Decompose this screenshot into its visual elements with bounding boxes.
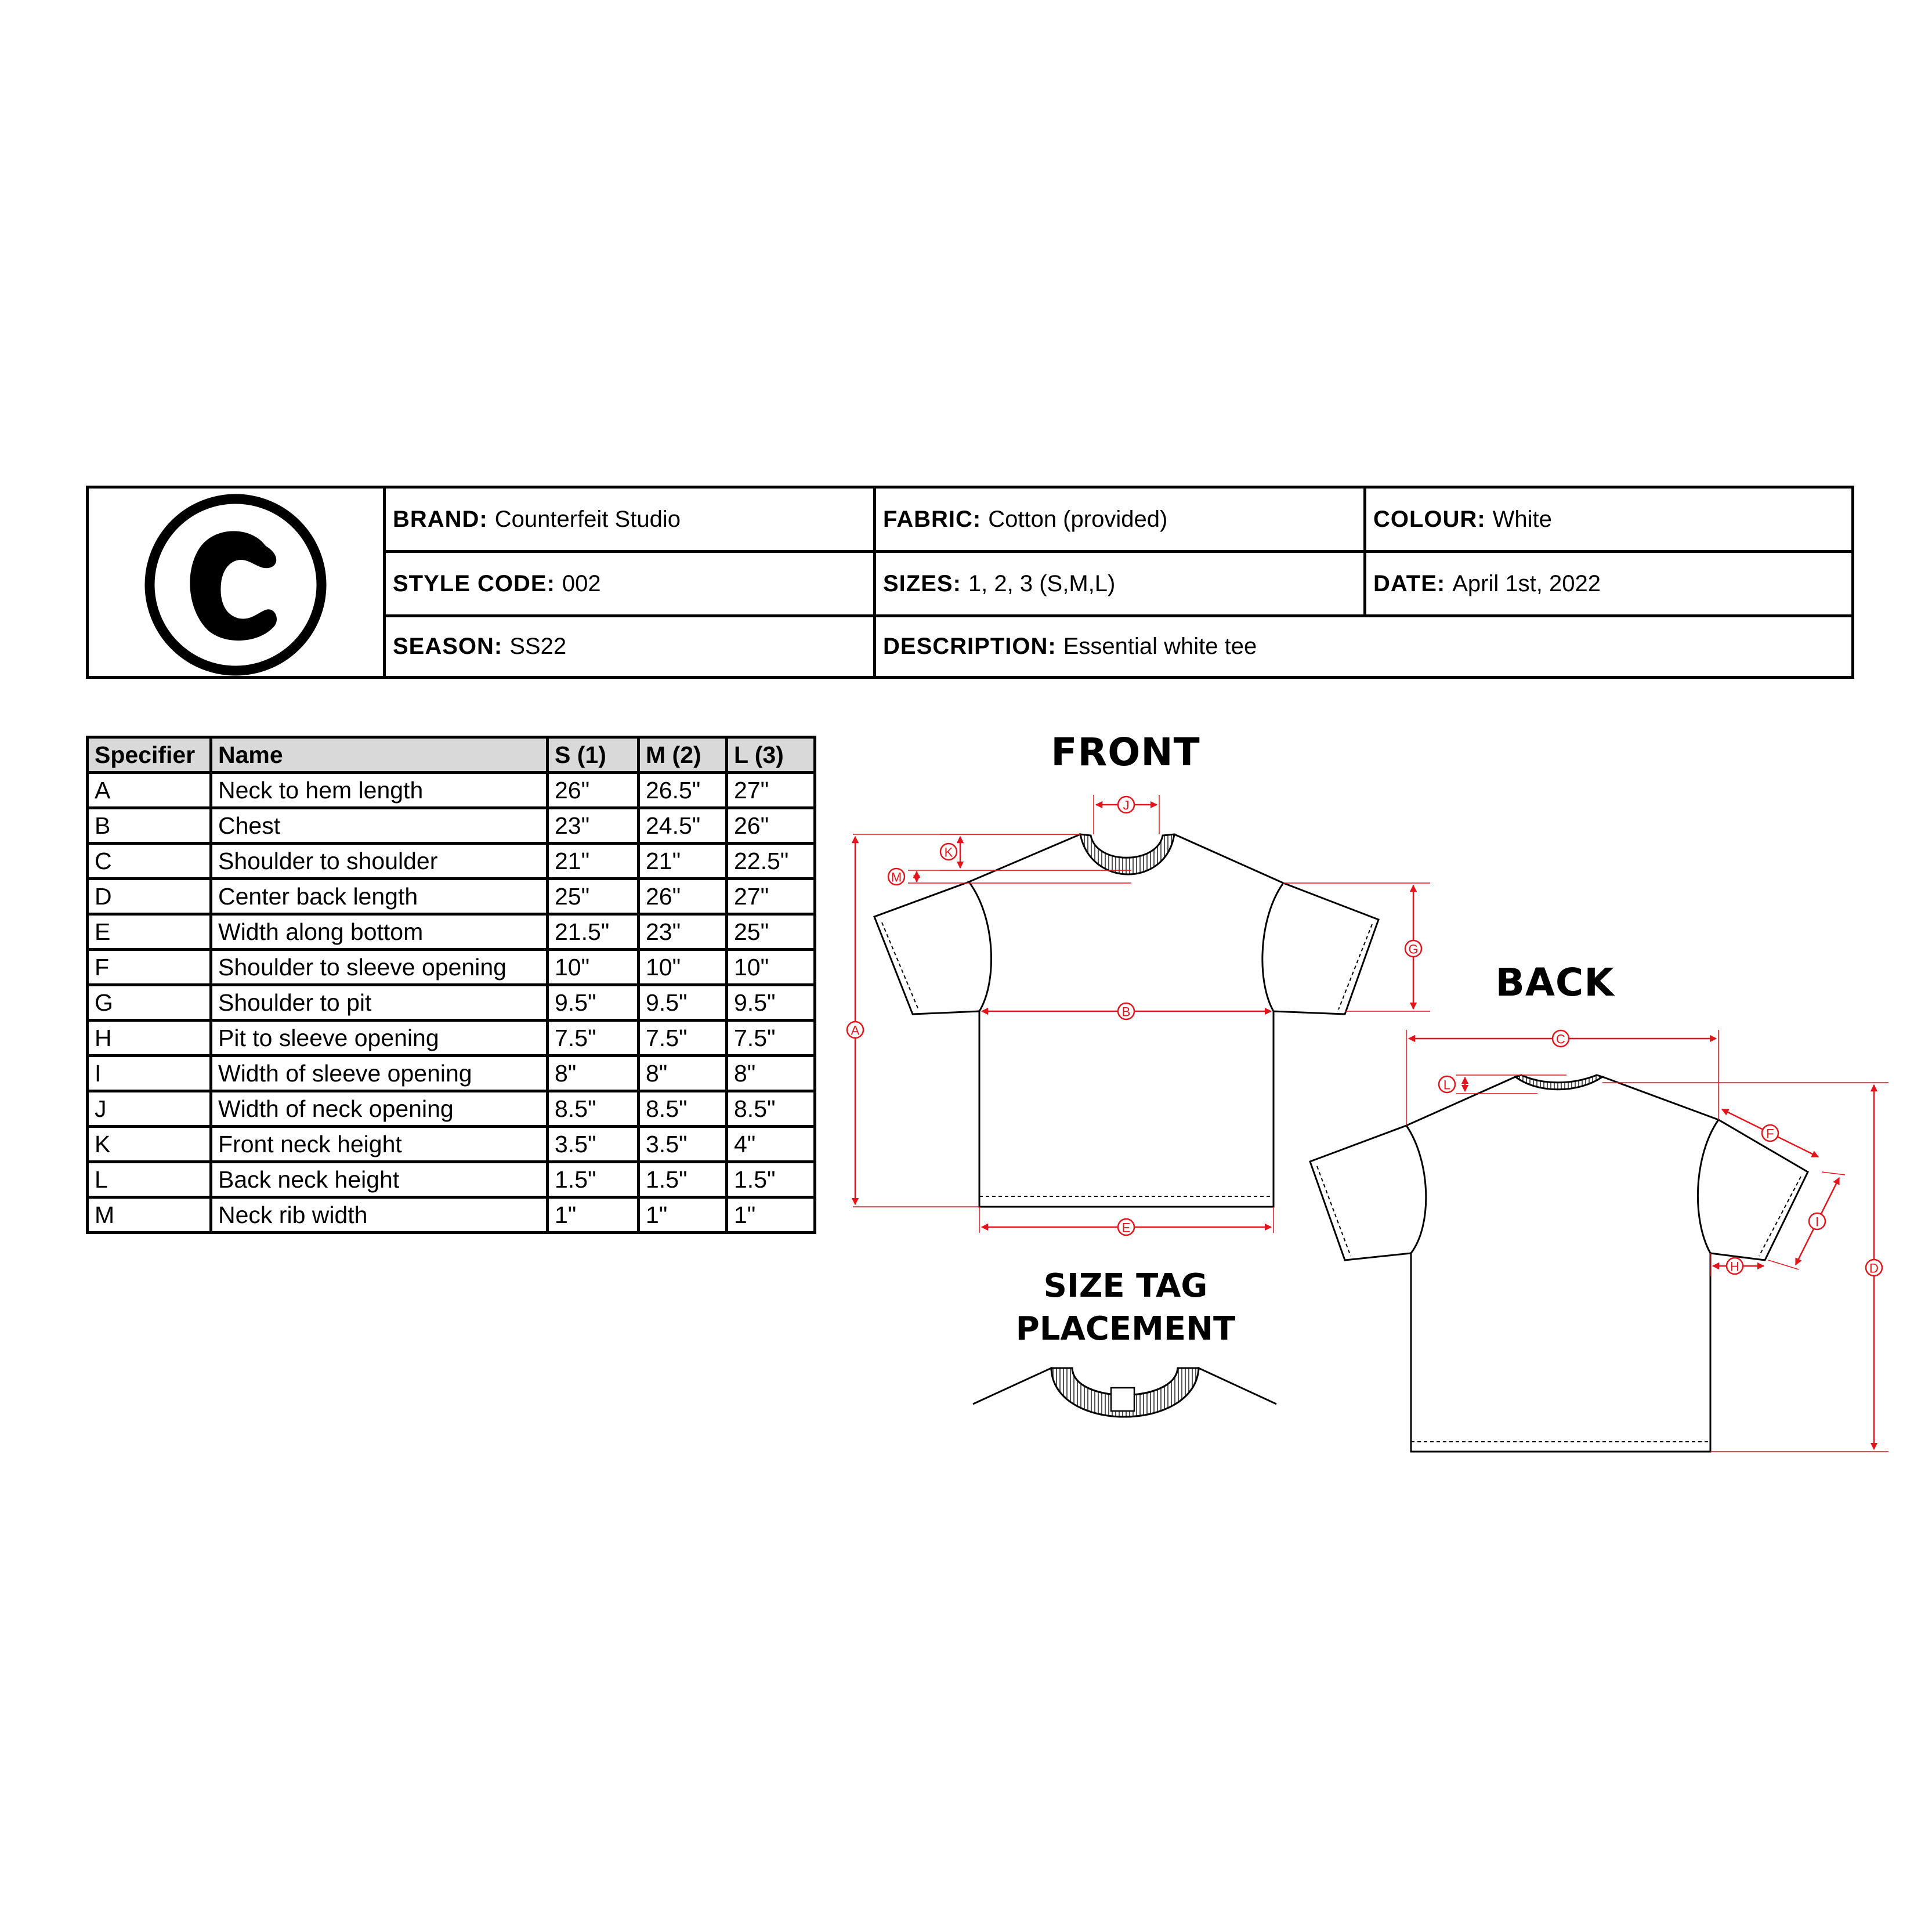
- marker-e: [1118, 1219, 1134, 1235]
- svg-text:B: B: [1121, 1004, 1131, 1019]
- cell-small: 7.5": [548, 1021, 639, 1056]
- cell-medium: 23": [639, 914, 727, 950]
- cell-small: 8.5": [548, 1091, 639, 1127]
- cell-large: 8.5": [727, 1091, 815, 1127]
- size-tag-icon: [1111, 1388, 1134, 1411]
- sizes-label: SIZES:: [883, 570, 961, 596]
- style-code-label: STYLE CODE:: [393, 570, 555, 596]
- column-header-medium: M (2): [639, 737, 727, 773]
- svg-text:J: J: [1123, 798, 1130, 813]
- cell-medium: 21": [639, 844, 727, 879]
- cell-medium: 1": [639, 1197, 727, 1233]
- date-label: DATE:: [1373, 570, 1446, 596]
- cell-name: Shoulder to sleeve opening: [211, 950, 548, 985]
- cell-large: 10": [727, 950, 815, 985]
- svg-text:I: I: [1815, 1214, 1819, 1229]
- cell-medium: 8": [639, 1056, 727, 1091]
- cell-small: 8": [548, 1056, 639, 1091]
- colour-label: COLOUR:: [1373, 506, 1486, 532]
- cell-specifier: A: [88, 773, 211, 808]
- cell-specifier: B: [88, 808, 211, 844]
- cell-specifier: M: [88, 1197, 211, 1233]
- description-label: DESCRIPTION:: [883, 634, 1057, 659]
- cell-small: 10": [548, 950, 639, 985]
- cell-name: Neck to hem length: [211, 773, 548, 808]
- cell-small: 26": [548, 773, 639, 808]
- column-header-large: L (3): [727, 737, 815, 773]
- cell-small: 25": [548, 879, 639, 914]
- cell-small: 9.5": [548, 985, 639, 1021]
- cell-name: Back neck height: [211, 1162, 548, 1197]
- column-header-specifier: Specifier: [88, 737, 211, 773]
- cell-large: 27": [727, 879, 815, 914]
- marker-f: [1762, 1125, 1778, 1141]
- style-code-value: 002: [562, 570, 601, 596]
- season-label: SEASON:: [393, 634, 503, 659]
- cell-specifier: D: [88, 879, 211, 914]
- back-markers: [1439, 1030, 1882, 1276]
- marker-c: [1553, 1030, 1569, 1047]
- svg-text:L: L: [1443, 1077, 1451, 1092]
- marker-l: [1439, 1076, 1455, 1092]
- fabric-label: FABRIC:: [883, 506, 982, 532]
- cell-name: Pit to sleeve opening: [211, 1021, 548, 1056]
- cell-large: 27": [727, 773, 815, 808]
- cell-medium: 26.5": [639, 773, 727, 808]
- cell-medium: 24.5": [639, 808, 727, 844]
- cell-medium: 10": [639, 950, 727, 985]
- svg-text:G: G: [1408, 942, 1419, 957]
- cell-small: 21": [548, 844, 639, 879]
- cell-name: Shoulder to pit: [211, 985, 548, 1021]
- cell-specifier: I: [88, 1056, 211, 1091]
- marker-i: [1809, 1213, 1825, 1229]
- fabric-value: Cotton (provided): [988, 506, 1168, 532]
- cell-specifier: J: [88, 1091, 211, 1127]
- brand-label: BRAND:: [393, 506, 488, 532]
- size-tag-placement-drawing: [973, 1368, 1276, 1417]
- marker-a: [847, 1022, 863, 1038]
- cell-large: 1.5": [727, 1162, 815, 1197]
- cell-large: 9.5": [727, 985, 815, 1021]
- front-tshirt-drawing: [874, 834, 1379, 1207]
- cell-small: 3.5": [548, 1127, 639, 1162]
- svg-text:M: M: [891, 870, 902, 885]
- cell-specifier: E: [88, 914, 211, 950]
- svg-text:E: E: [1121, 1220, 1131, 1235]
- cell-specifier: F: [88, 950, 211, 985]
- cell-small: 23": [548, 808, 639, 844]
- cell-large: 26": [727, 808, 815, 844]
- description-value: Essential white tee: [1063, 634, 1257, 659]
- front-view-label: FRONT: [1051, 730, 1200, 775]
- size-tag-label-line2: PLACEMENT: [1015, 1310, 1236, 1348]
- column-header-small: S (1): [548, 737, 639, 773]
- date-value: April 1st, 2022: [1452, 570, 1601, 596]
- svg-text:F: F: [1766, 1126, 1774, 1141]
- cell-name: Front neck height: [211, 1127, 548, 1162]
- marker-m: [888, 869, 905, 885]
- cell-large: 8": [727, 1056, 815, 1091]
- marker-j: [1118, 797, 1134, 813]
- svg-text:A: A: [851, 1023, 860, 1038]
- cell-medium: 8.5": [639, 1091, 727, 1127]
- cell-name: Chest: [211, 808, 548, 844]
- cell-name: Width of sleeve opening: [211, 1056, 548, 1091]
- marker-b: [1118, 1003, 1134, 1019]
- cell-small: 1": [548, 1197, 639, 1233]
- cell-large: 25": [727, 914, 815, 950]
- size-tag-label-line1: SIZE TAG: [1043, 1267, 1208, 1305]
- cell-small: 1.5": [548, 1162, 639, 1197]
- cell-medium: 26": [639, 879, 727, 914]
- cell-specifier: L: [88, 1162, 211, 1197]
- cell-medium: 1.5": [639, 1162, 727, 1197]
- svg-text:H: H: [1730, 1259, 1739, 1274]
- cell-specifier: H: [88, 1021, 211, 1056]
- cell-medium: 3.5": [639, 1127, 727, 1162]
- column-header-name: Name: [211, 737, 548, 773]
- marker-h: [1727, 1258, 1743, 1274]
- season-value: SS22: [509, 634, 567, 659]
- cell-large: 1": [727, 1197, 815, 1233]
- colour-value: White: [1492, 506, 1552, 532]
- sizes-value: 1, 2, 3 (S,M,L): [968, 570, 1116, 596]
- cell-specifier: G: [88, 985, 211, 1021]
- marker-g: [1405, 940, 1421, 957]
- cell-small: 21.5": [548, 914, 639, 950]
- back-view-label: BACK: [1495, 960, 1615, 1005]
- cell-name: Center back length: [211, 879, 548, 914]
- cell-specifier: C: [88, 844, 211, 879]
- cell-name: Width along bottom: [211, 914, 548, 950]
- cell-name: Neck rib width: [211, 1197, 548, 1233]
- cell-name: Shoulder to shoulder: [211, 844, 548, 879]
- svg-text:D: D: [1869, 1261, 1879, 1276]
- cell-name: Width of neck opening: [211, 1091, 548, 1127]
- cell-medium: 9.5": [639, 985, 727, 1021]
- brand-value: Counterfeit Studio: [494, 506, 681, 532]
- cell-medium: 7.5": [639, 1021, 727, 1056]
- svg-text:C: C: [1556, 1032, 1565, 1047]
- cell-large: 22.5": [727, 844, 815, 879]
- cell-large: 4": [727, 1127, 815, 1162]
- svg-text:K: K: [944, 845, 953, 860]
- marker-k: [940, 844, 957, 860]
- marker-d: [1866, 1260, 1882, 1276]
- cell-large: 7.5": [727, 1021, 815, 1056]
- cell-specifier: K: [88, 1127, 211, 1162]
